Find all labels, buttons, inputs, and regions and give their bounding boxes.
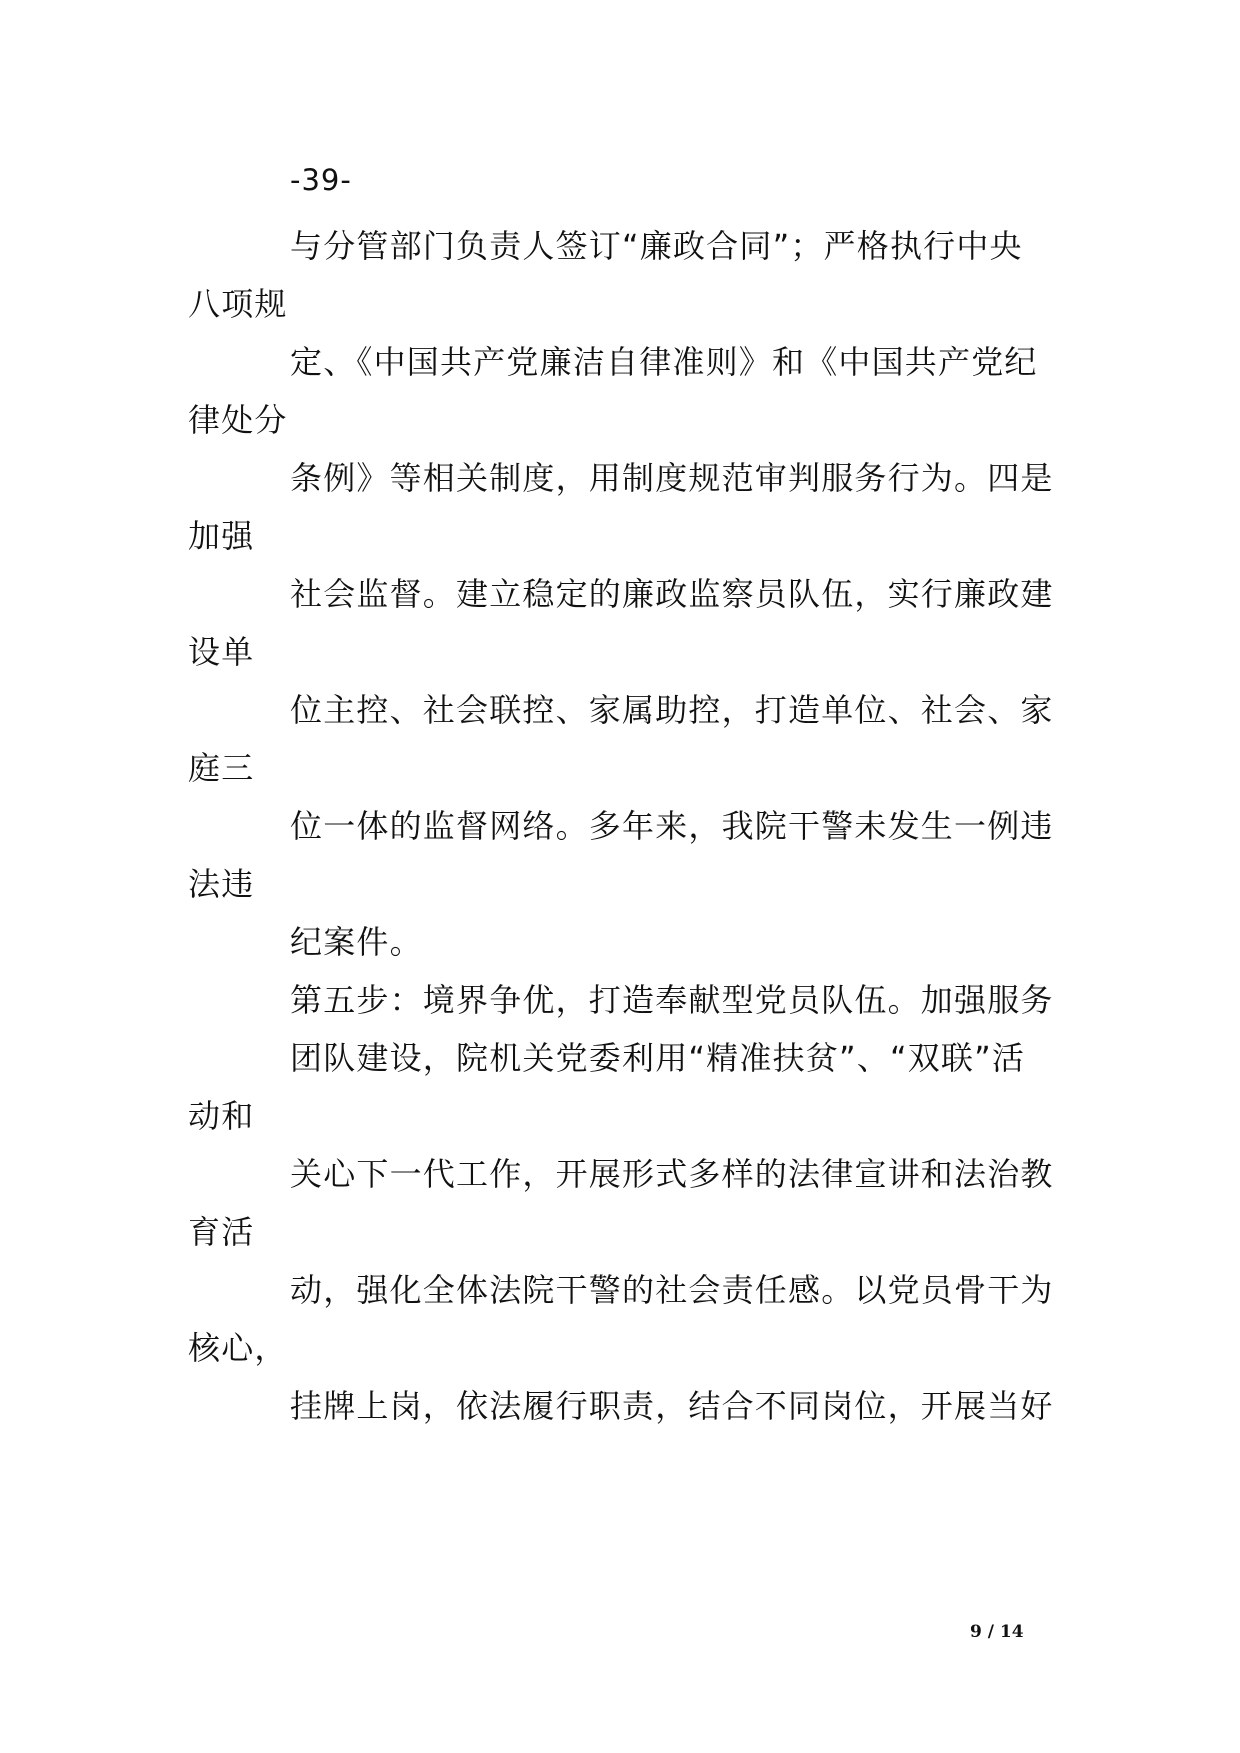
text-line: 育活 bbox=[188, 1213, 255, 1251]
text-line: 核心， bbox=[188, 1329, 288, 1367]
text-line: 社会监督。建立稳定的廉政监察员队伍，实行廉政建 bbox=[290, 575, 1054, 613]
text-line: 定、《中国共产党廉洁自律准则》和《中国共产党纪 bbox=[290, 343, 1038, 381]
text-line: 加强 bbox=[188, 517, 255, 555]
text-line: 条例》等相关制度，用制度规范审判服务行为。四是 bbox=[290, 459, 1054, 497]
text-line: 设单 bbox=[188, 633, 255, 671]
text-line: 团队建设，院机关党委利用“精准扶贫”、“双联”活 bbox=[290, 1039, 1026, 1077]
text-line: 八项规 bbox=[188, 285, 288, 323]
text-line: 动，强化全体法院干警的社会责任感。以党员骨干为 bbox=[290, 1271, 1054, 1309]
text-line: 动和 bbox=[188, 1097, 255, 1135]
text-line: 庭三 bbox=[188, 749, 255, 787]
text-line: 与分管部门负责人签订“廉政合同”；严格执行中央 bbox=[290, 227, 1023, 265]
page-mark: -39- bbox=[290, 163, 352, 197]
text-line: 关心下一代工作，开展形式多样的法律宣讲和法治教 bbox=[290, 1155, 1054, 1193]
text-line: 法违 bbox=[188, 865, 255, 903]
page-number: 9 / 14 bbox=[970, 1622, 1024, 1642]
text-line: 挂牌上岗，依法履行职责，结合不同岗位，开展当好 bbox=[290, 1387, 1054, 1425]
text-line: 位主控、社会联控、家属助控，打造单位、社会、家 bbox=[290, 691, 1054, 729]
text-line: 律处分 bbox=[188, 401, 288, 439]
text-line: 位一体的监督网络。多年来，我院干警未发生一例违 bbox=[290, 807, 1054, 845]
text-line: 纪案件。 bbox=[290, 923, 423, 961]
text-line: 第五步：境界争优，打造奉献型党员队伍。加强服务 bbox=[290, 981, 1054, 1019]
